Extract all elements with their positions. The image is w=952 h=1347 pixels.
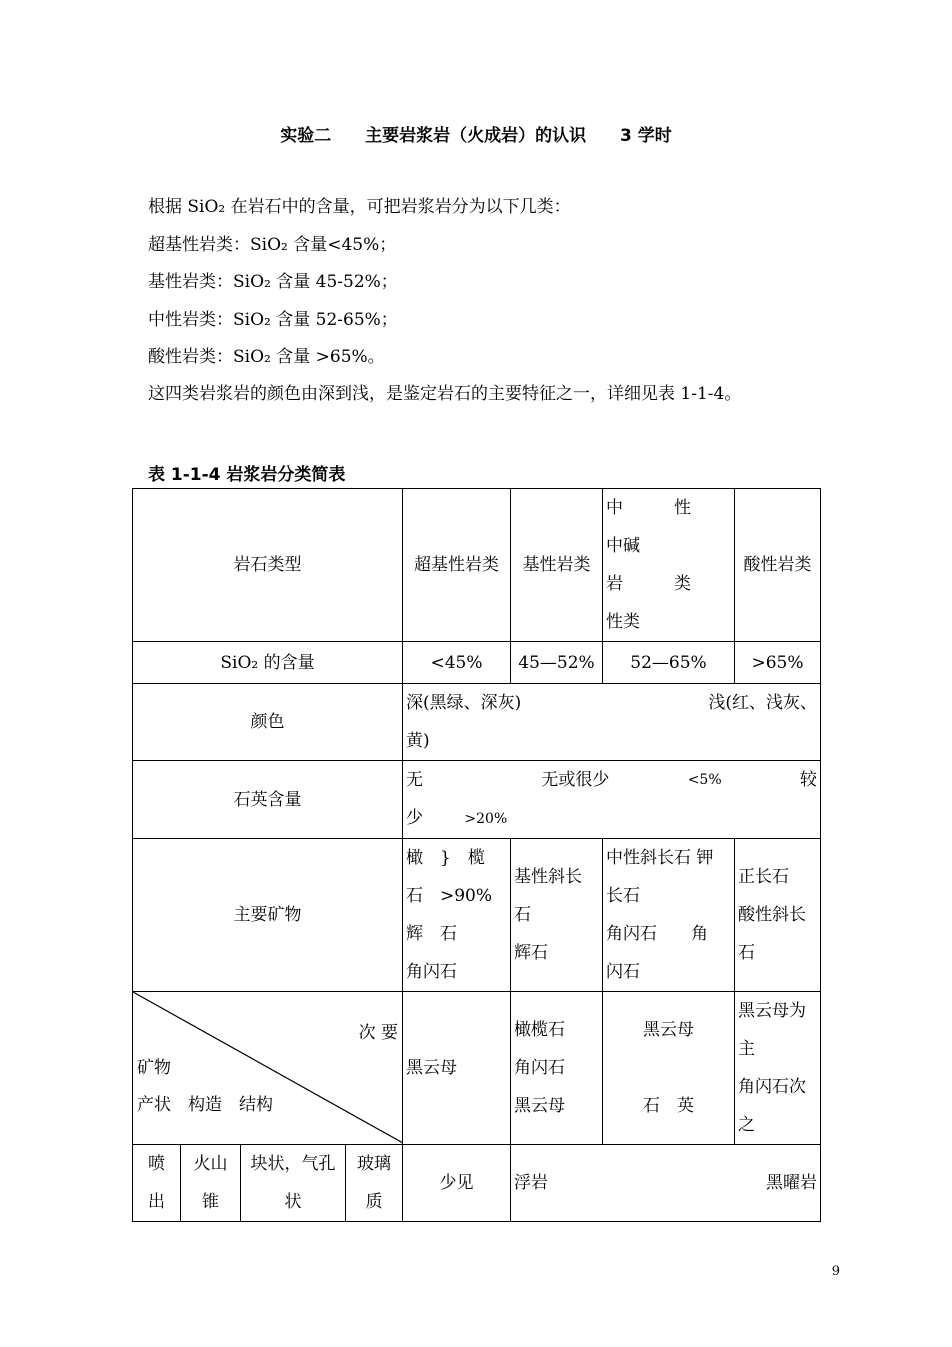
min-ub-4: 角闪石: [406, 962, 457, 982]
minerals-ultrabasic: [403, 839, 511, 992]
quartz-none-or-few: 无或很少: [541, 770, 610, 790]
sec-b-1: 橄榄石: [514, 1020, 565, 1040]
corner-occurrence: 产状 构造 结构: [137, 1095, 273, 1115]
color-dark: 深(黑绿、深灰): [406, 693, 522, 713]
min-b-2: 石: [514, 905, 531, 925]
min-ub-2: 石 >90%: [406, 886, 493, 906]
ext-c2-b: 锥: [202, 1192, 219, 1212]
sio2-acidic: >65%: [735, 642, 821, 684]
minerals-label: 主要矿物: [133, 839, 403, 992]
ext-c1-b: 出: [148, 1192, 165, 1212]
secondary-basic: [511, 992, 603, 1145]
extrusive-obsidian: 黑曜岩: [766, 1173, 817, 1193]
header-intermediate-l2: 中碱: [606, 536, 640, 556]
ext-c1-a: 喷: [148, 1154, 165, 1174]
sec-a-1: 黑云母为: [738, 1001, 806, 1021]
minerals-acidic: [735, 839, 821, 992]
header-intermediate-l4: 性类: [606, 612, 640, 632]
intro-line-4: 中性岩类：SiO₂ 含量 52-65%；: [148, 310, 398, 330]
min-i-1: 中性斜长石 钾: [606, 848, 714, 868]
ext-c3-b: 状: [284, 1192, 302, 1212]
header-rock-type: 岩石类型: [133, 489, 403, 642]
header-acidic: 酸性岩类: [735, 489, 821, 642]
page-title: [0, 121, 952, 146]
extrusive-c2: [181, 1145, 241, 1222]
header-intermediate: [603, 489, 735, 642]
ext-c3-a: 块状，气孔: [250, 1154, 336, 1174]
title-part1: 实验二: [280, 126, 332, 146]
min-i-3: 角闪石 角: [606, 924, 708, 944]
sec-a-4: 之: [738, 1115, 755, 1135]
extrusive-c1: [133, 1145, 181, 1222]
sec-i-1: 黑云母: [643, 1020, 694, 1040]
header-intermediate-l3: 岩 类: [606, 574, 691, 594]
sio2-row: [133, 642, 821, 684]
corner-secondary: 次 要: [358, 1023, 398, 1043]
header-intermediate-l1: 中 性: [606, 498, 691, 518]
min-ub-1: 橄 } 榄: [406, 848, 485, 868]
table-caption: 表 1-1-4 岩浆岩分类简表: [148, 465, 346, 485]
extrusive-c3: [241, 1145, 346, 1222]
min-b-1: 基性斜长: [514, 867, 582, 887]
header-row: [133, 489, 821, 642]
header-ultrabasic: 超基性岩类: [403, 489, 511, 642]
intro-line-6: 这四类岩浆岩的颜色由深到浅，是鉴定岩石的主要特征之一，详细见表 1-1-4。: [148, 384, 742, 404]
color-value: [403, 684, 821, 761]
secondary-ultrabasic: 黑云母: [403, 992, 511, 1145]
intro-line-1: 根据 SiO₂ 在岩石中的含量，可把岩浆岩分为以下几类：: [148, 197, 571, 217]
extrusive-pumice: 浮岩: [514, 1173, 548, 1193]
minerals-basic: [511, 839, 603, 992]
color-label: 颜色: [133, 684, 403, 761]
quartz-value: [403, 761, 821, 839]
min-i-2: 长石: [606, 886, 640, 906]
secondary-acidic: [735, 992, 821, 1145]
min-i-4: 闪石: [606, 962, 640, 982]
minerals-intermediate: [603, 839, 735, 992]
sio2-basic: 45—52%: [511, 642, 603, 684]
color-row: [133, 684, 821, 761]
secondary-row: [133, 992, 821, 1145]
page-number: 9: [831, 1264, 840, 1279]
quartz-less-5: <5%: [687, 772, 722, 788]
sio2-label: SiO₂ 的含量: [133, 642, 403, 684]
intro-line-2: 超基性岩类：SiO₂ 含量<45%；: [148, 235, 397, 255]
extrusive-other: [511, 1145, 821, 1222]
rock-classification-table: [132, 488, 821, 1222]
title-part2: 主要岩浆岩（火成岩）的认识: [365, 126, 587, 146]
min-b-3: 辉石: [514, 943, 548, 963]
secondary-intermediate: [603, 992, 735, 1145]
min-a-2: 酸性斜长: [738, 905, 806, 925]
sec-i-2: 石 英: [643, 1096, 694, 1116]
quartz-more-20: >20%: [464, 811, 508, 827]
quartz-row: [133, 761, 821, 839]
extrusive-c4: [346, 1145, 403, 1222]
min-a-3: 石: [738, 943, 755, 963]
sec-b-3: 黑云母: [514, 1096, 565, 1116]
quartz-none: 无: [406, 770, 423, 790]
quartz-more: 较: [799, 770, 817, 790]
min-ub-3: 辉 石: [406, 924, 457, 944]
color-light-cont: 黄): [406, 731, 430, 751]
sio2-intermediate: 52—65%: [603, 642, 735, 684]
extrusive-ultrabasic: 少见: [403, 1145, 511, 1222]
quartz-label: 石英含量: [133, 761, 403, 839]
diagonal-header-cell: [133, 992, 403, 1145]
header-basic: 基性岩类: [511, 489, 603, 642]
ext-c4-a: 玻璃: [357, 1154, 391, 1174]
ext-c4-b: 质: [365, 1192, 383, 1212]
sec-b-2: 角闪石: [514, 1058, 565, 1078]
corner-minerals: 矿物: [137, 1058, 171, 1078]
ext-c2-a: 火山: [193, 1154, 228, 1174]
sio2-ultrabasic: <45%: [403, 642, 511, 684]
sec-a-3: 角闪石次: [738, 1077, 806, 1097]
color-light: 浅(红、浅灰、: [708, 693, 817, 713]
intro-line-5: 酸性岩类：SiO₂ 含量 >65%。: [148, 347, 385, 367]
sec-a-2: 主: [738, 1039, 755, 1059]
quartz-few: 少: [406, 808, 423, 828]
extrusive-row: [133, 1145, 821, 1222]
title-part3: 3 学时: [620, 126, 672, 146]
minerals-row: [133, 839, 821, 992]
intro-line-3: 基性岩类：SiO₂ 含量 45-52%；: [148, 272, 398, 292]
min-a-1: 正长石: [738, 867, 789, 887]
